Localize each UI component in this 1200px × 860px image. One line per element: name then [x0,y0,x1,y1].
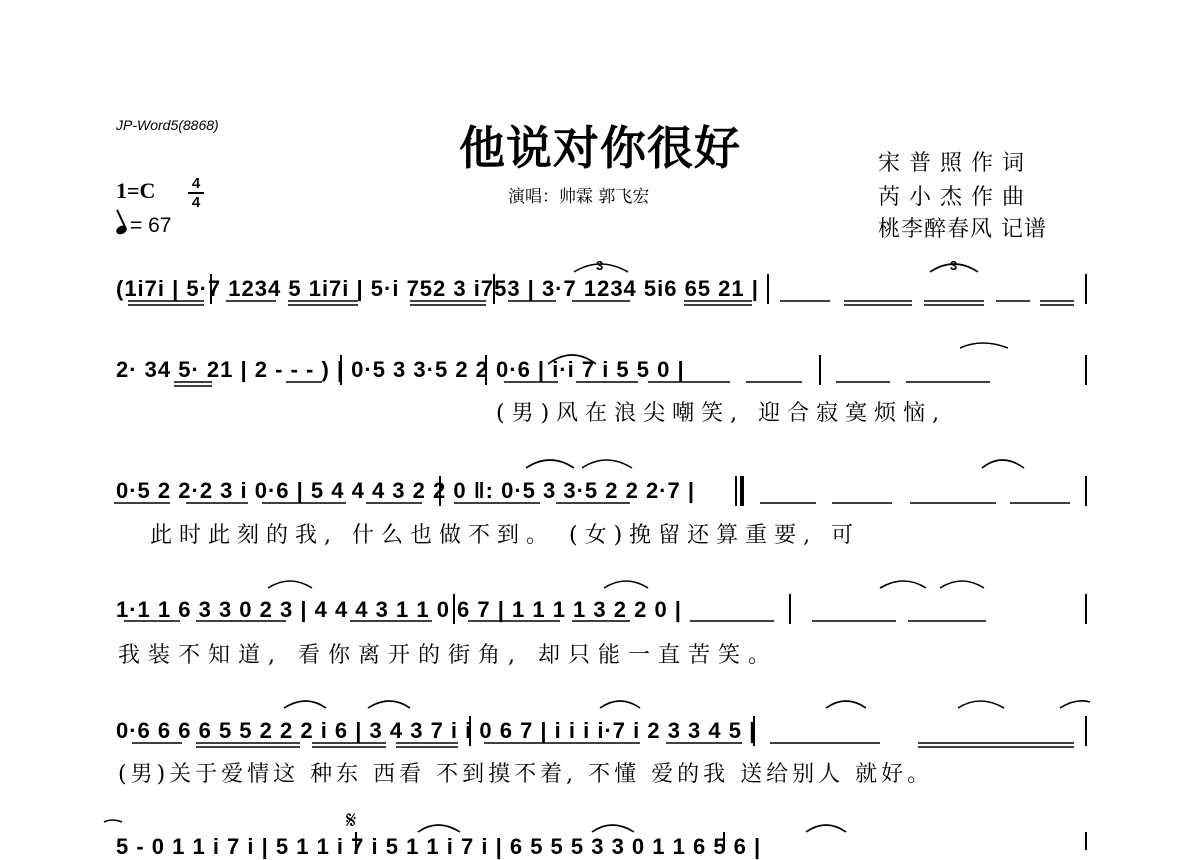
lyrics-line-2: 此时此刻的我, 什么也做不到。 (女)挽留还算重要, 可 [150,523,861,548]
lyrics-line-1: (男)风在浪尖嘲笑, 迎合寂寞烦恼, [496,401,947,426]
score-line-4: 1·1 1 6 3 3 0 2 3 | 4 4 4 3 1 1 0 6 7 | 1 1 1 1 3 2 2 0 | [116,597,682,622]
time-signature [186,176,206,210]
lyricist-credit: 宋普照作词 [878,151,1034,176]
score-line-3: 0·5 2 2·2 3 i 0·6 | 5 4 4 4 3 2 2 0 ‖: 0·5 3 3·5 2 2 2·7 | [116,478,696,503]
composer-credit: 芮小杰作曲 [878,185,1034,210]
tempo-mark [116,214,171,238]
segno-sign: 𝄋 [346,806,357,834]
time-denominator: 4 [191,194,201,211]
svg-text:3: 3 [596,258,604,273]
transcriber-credit: 桃李醉春风 记谱 [878,217,1047,242]
svg-text:3: 3 [950,258,958,273]
score-line-5: 0·6 6 6 6 5 5 2 2 2 i 6 | 3 4 3 7 i i 0 6 7 | i i i i·7 i 2 3 3 4 5 | [116,718,757,743]
score-line-1: (1i7i | 5·7 1234 5 1i7i | 5·i 752 3 i753 | 3·7 1234 5i6 65 21 | [116,276,759,301]
tempo-value: = 67 [130,214,172,237]
time-numerator: 4 [191,175,201,192]
song-title: 他说对你很好 [459,121,741,175]
quarter-note-icon [115,224,128,236]
score-line-6: 5 - 0 1 1 i 7 i | 5 1 1 i 7 i 5 1 1 i 7 i | 6 5 5 5 3 3 0 1 1 6 5 6 | [116,834,762,859]
singers-line: 演唱：帅霖 郭飞宏 [508,187,650,207]
software-label: JP-Word5(8868) [116,117,219,133]
score-line-2: 2· 34 5· 21 | 2 - - - ) | 0·5 3 3·5 2 2 0·6 | i·i 7 i 5 5 0 | [116,357,685,382]
key-signature: 1=C [116,178,156,203]
lyrics-line-4: (男)关于爱情这 种东 西看 不到摸不着, 不懂 爱的我 送给别人 就好。 [118,762,934,787]
lyrics-line-3: 我装不知道, 看你离开的街角, 却只能一直苦笑。 [118,643,778,668]
